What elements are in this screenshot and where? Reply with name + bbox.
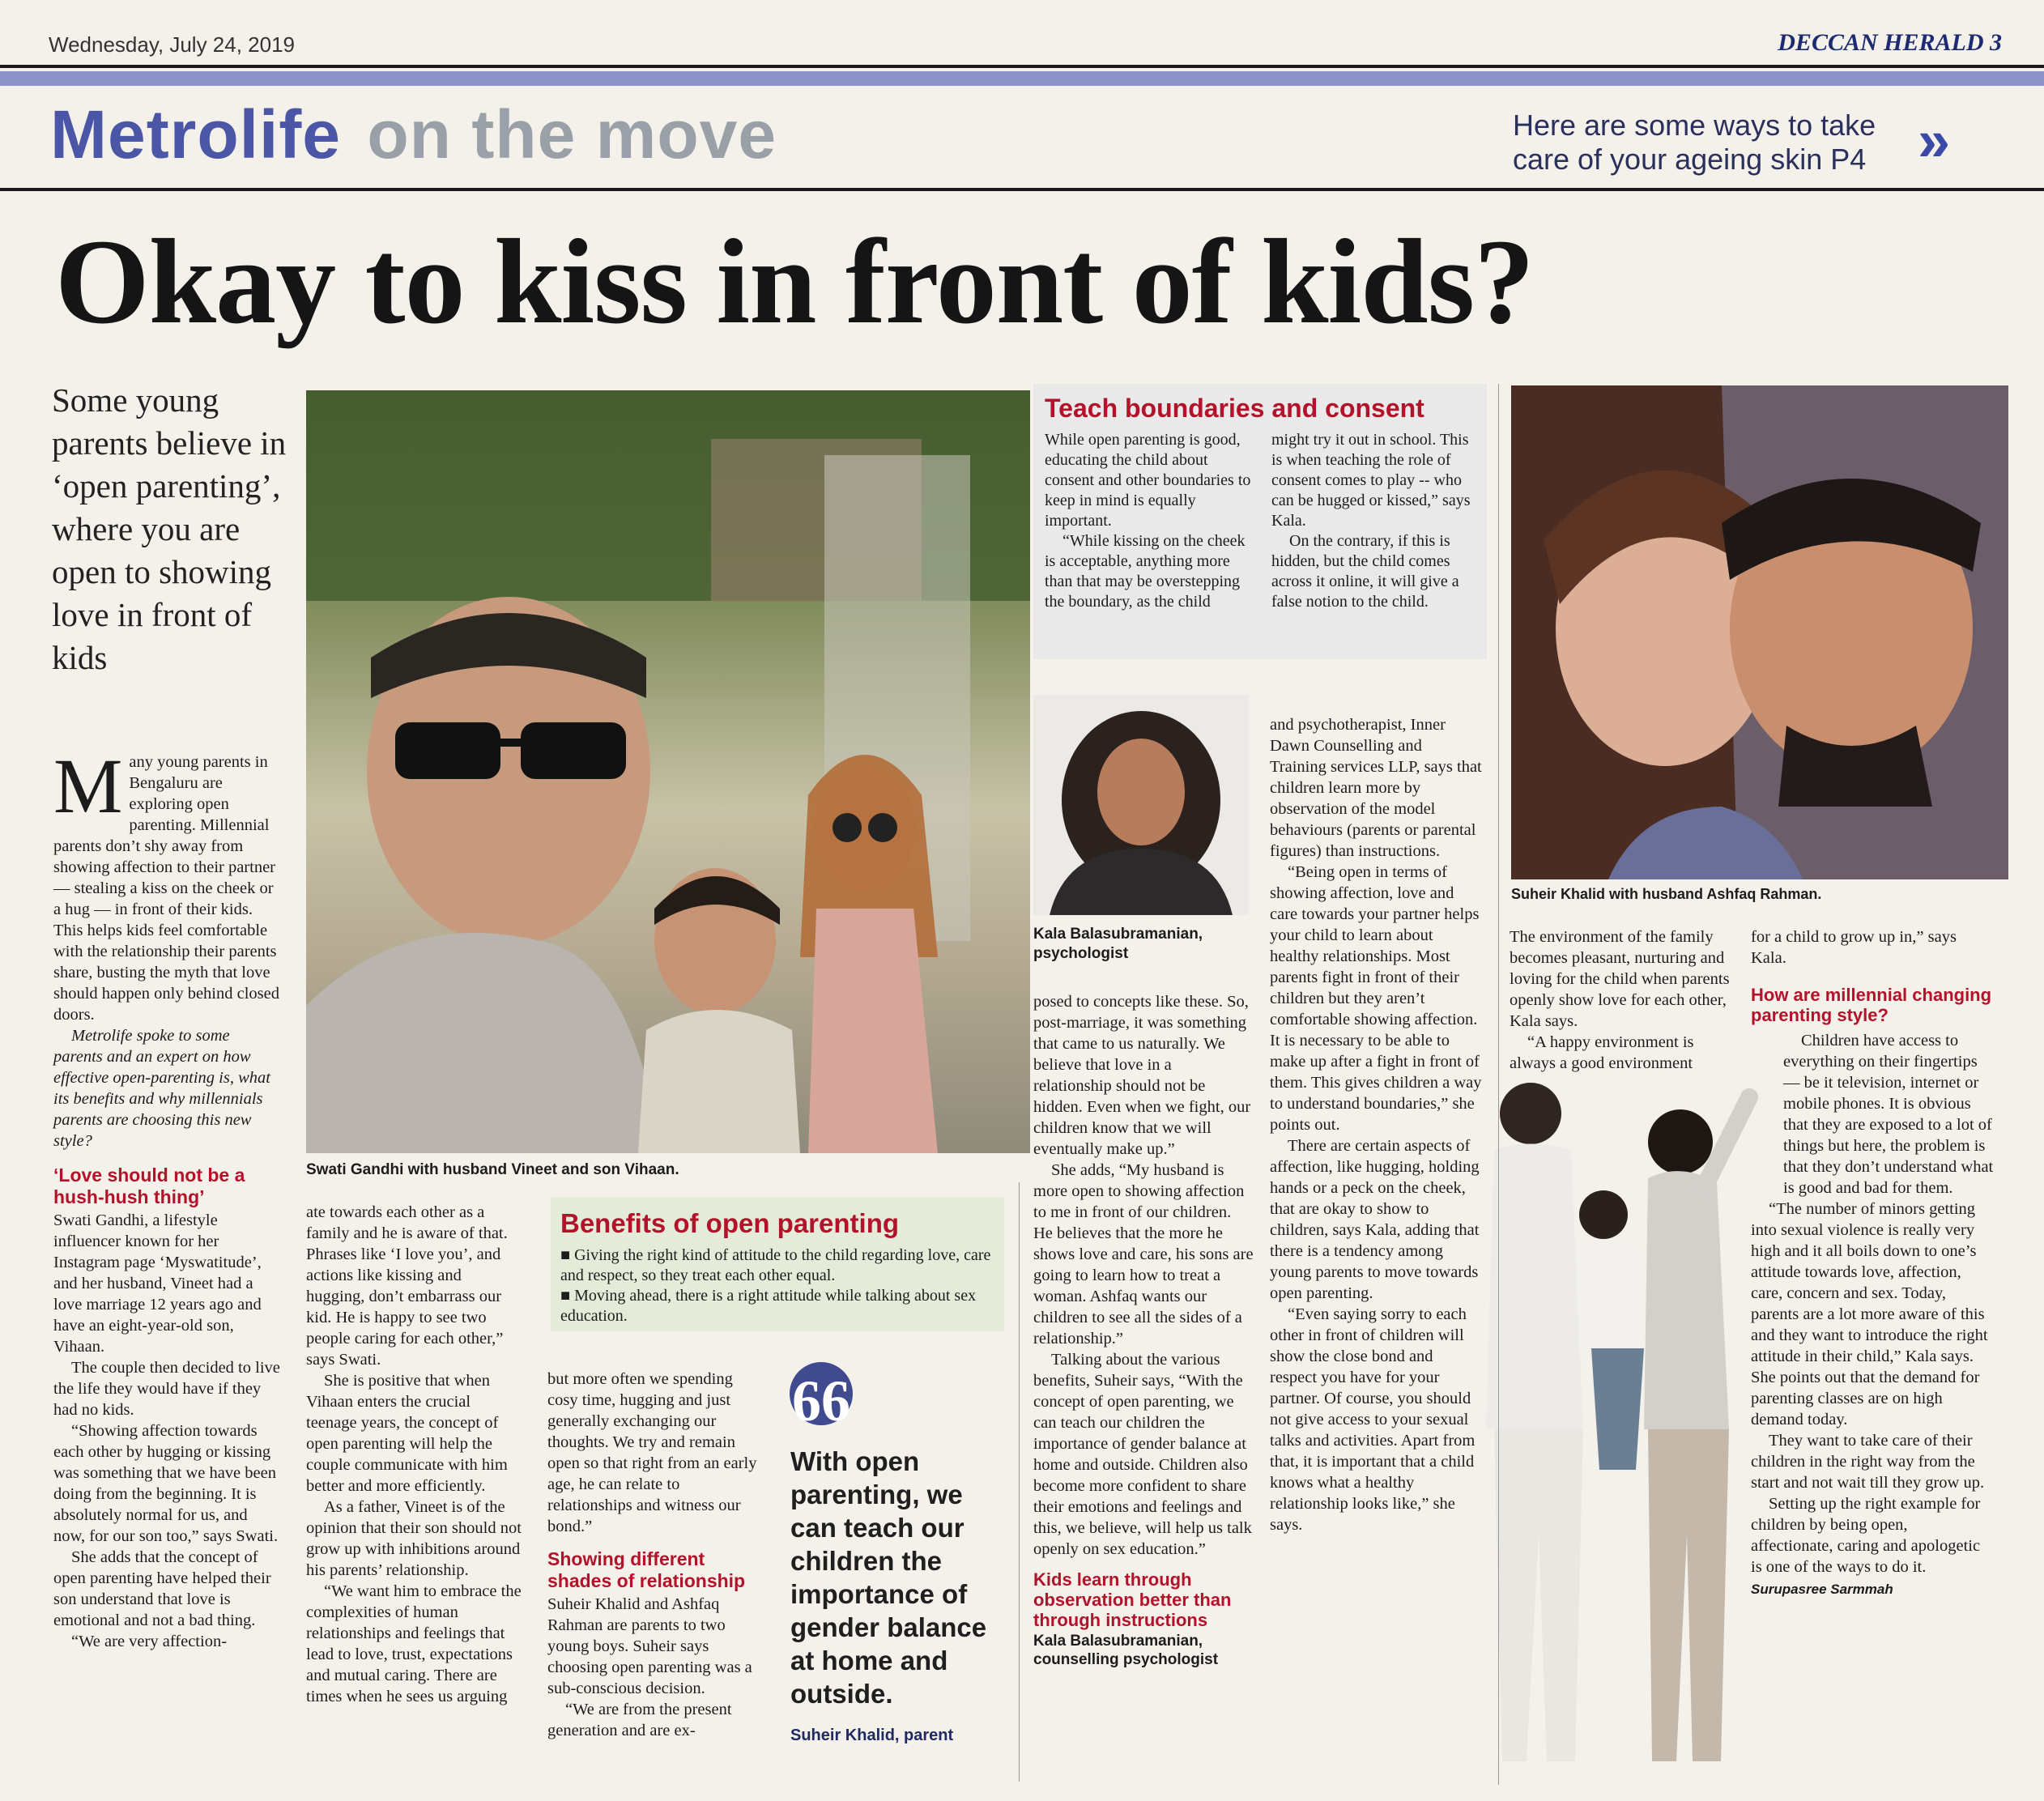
family-back-photo xyxy=(1470,1081,1761,1769)
couple-photo-art xyxy=(1511,385,2008,879)
benefit-item xyxy=(560,1286,994,1326)
benefits-title: Benefits of open parenting xyxy=(560,1208,900,1238)
benefit-text: Giving the right kind of attitude to the child regarding love, care and respect, so they treat each other equal. xyxy=(560,1246,991,1284)
col4-para: posed to concepts like these. So, post-marriage, it was something that came to us naturally. We believe that love in a relationship should not be hidden. Even when we fight, our children know that we will eventually make up.” xyxy=(1033,993,1251,1158)
teaser-text[interactable]: Here are some ways to take care of your ageing skin P4 xyxy=(1513,109,1876,176)
pull-quote-attribution: Suheir Khalid, parent xyxy=(790,1726,954,1744)
column-1 xyxy=(53,743,280,1652)
benefit-text: Moving ahead, there is a right attitude while talking about sex education. xyxy=(560,1287,977,1325)
column-6 xyxy=(1510,926,1736,1074)
col5-para: “Being open in terms of showing affection, love and care towards your partner helps your child to learn about healthy relationships. Most parents fight in front of their children but they aren’t comfortable showing affection. It is necessary to be able to make up after a fight in front of them. This gives children a way to understand boundaries,” she points out. xyxy=(1270,863,1482,1134)
subhead-shades: Showing different shades of relationship xyxy=(547,1548,746,1591)
col5-para: There are certain aspects of affection, like hugging, holding hands or a peck on the cheek, that are okay to show to children, says Kala, adding that there is a tendency among young parents to move towards open parenting. xyxy=(1270,1137,1480,1302)
consent-title: Teach boundaries and consent xyxy=(1045,394,1424,423)
col7-para: Setting up the right example for children by being open, affectionate, caring and apologetic is one of the ways to do it. xyxy=(1751,1495,1981,1576)
col5-para: “Even saying sorry to each other in front of children will show the close bond and respect you have for your partner. Of course, you should not give access to your sexual talks and activities. Apart from that, it is important that a child knows what a healthy relationship looks like,” she says. xyxy=(1270,1305,1476,1534)
page-number: 3 xyxy=(1990,29,2002,56)
banner-rule xyxy=(0,188,2044,191)
col1-para: Swati Gandhi, a lifestyle influencer known for her Instagram page ‘Myswatitude’, and her husband, Vineet had a love marriage 12 years ago and have an eight-year-old son, Vihaan. xyxy=(53,1211,262,1356)
benefit-item xyxy=(560,1245,994,1286)
standfirst: Some young parents believe in ‘open parenting’, where you are open to showing love in front of kids xyxy=(52,381,287,676)
col1-para: The couple then decided to live the life they would have if they had no kids. xyxy=(53,1359,280,1419)
header-rule xyxy=(0,65,2044,68)
kala-portrait-art xyxy=(1033,695,1249,915)
col6-para: The environment of the family becomes pleasant, nurturing and loving for the child when parents openly show love for each other, Kala says. xyxy=(1510,928,1730,1030)
col1-para: “Showing affection towards each other by hugging or kissing was something that we have been doing from the beginning. It is absolutely normal for us, and now, for our son too,” says Swati. xyxy=(53,1422,279,1545)
consent-para: “While kissing on the cheek is acceptable, anything more than that may be overstepping the boundary, as the child xyxy=(1045,532,1246,611)
col7-para: Children have access to everything on their fingertips — be it television, internet or mobile phones. It is obvious that they are exposed to a lot of things but here, the problem is that they don’t understand what is good and bad for them. xyxy=(1783,1032,1994,1197)
quote-mark-icon: 66 xyxy=(790,1362,853,1425)
col2-para: As a father, Vineet is of the opinion that their son should not grow up with inhibitions around his parents’ relationship. xyxy=(306,1498,522,1579)
column-3 xyxy=(547,1369,763,1741)
col4-tail: Kala Balasubramanian, counselling psychologist xyxy=(1033,1633,1219,1668)
bullet-icon: ■ xyxy=(560,1246,575,1264)
pull-quote-text: With open parenting, we can teach our children the importance of gender balance at home and outside. xyxy=(790,1446,987,1709)
paper-name: DECCAN HERALD xyxy=(1778,29,1984,56)
family-photo xyxy=(306,390,1030,1153)
consent-box xyxy=(1033,384,1487,659)
column-divider xyxy=(1019,1182,1020,1782)
headline: Okay to kiss in front of kids? xyxy=(55,215,1535,349)
consent-para: On the contrary, if this is hidden, but the child comes across it online, it will give a false notion to the child. xyxy=(1271,532,1459,611)
col7-para: for a child to grow up in,” says Kala. xyxy=(1751,928,1957,967)
subhead-love: ‘Love should not be a hush-hush thing’ xyxy=(53,1164,245,1207)
subhead-kids-learn: Kids learn through observation better than through instructions xyxy=(1033,1569,1232,1630)
column-2 xyxy=(306,1202,522,1707)
intro-text: any young parents in Bengaluru are exploring open parenting. Millennial parents don’t shy away from showing affection to their partner — stealing a kiss on the cheek or a hug — in front of their kids. This helps kids feel comfortable with the relationship their parents share, busting the myth that love should happen only behind closed doors. xyxy=(53,753,279,1024)
col7-para: “The number of minors getting into sexual violence is really very high and it all boils down to one’s attitude towards love, affection, care, concern and sex. Today, parents are a lot more aware of this and they want to introduce the right attitude in their child,” Kala says. She points out that the demand for parenting classes are on high demand today. xyxy=(1751,1200,1988,1428)
col1-para: “We are very affection- xyxy=(71,1633,228,1650)
col5-para: and psychotherapist, Inner Dawn Counselling and Training services LLP, says that children learn more by observation of the model behaviours (parents or parental figures) than instructions. xyxy=(1270,716,1482,860)
column-7 xyxy=(1751,926,1994,1600)
column-5 xyxy=(1270,714,1482,1535)
family-back-art xyxy=(1470,1081,1761,1769)
col3-para: “We are from the present generation and are ex- xyxy=(547,1701,732,1739)
family-photo-caption: Swati Gandhi with husband Vineet and son Vihaan. xyxy=(306,1161,679,1178)
double-chevron-right-icon[interactable]: » xyxy=(1918,109,1951,173)
section-banner xyxy=(50,96,777,174)
kala-caption: Kala Balasubramanian, psychologist xyxy=(1033,926,1203,962)
col3-para: Suheir Khalid and Ashfaq Rahman are parents to two young boys. Suheir says choosing open parenting was a sub-conscious decision. xyxy=(547,1595,752,1697)
col4-para: She adds, “My husband is more open to showing affection to me in front of our children. He believes that the more he shows love and care, his sons are going to learn how to treat a woman. Ashfaq wants our children to see all the sides of a relationship.” xyxy=(1033,1161,1254,1348)
kala-photo xyxy=(1033,695,1249,915)
dropcap: M xyxy=(53,743,123,829)
couple-photo xyxy=(1511,385,2008,879)
date-line: Wednesday, July 24, 2019 xyxy=(49,32,296,57)
column-divider xyxy=(1498,384,1499,1785)
col2-para: ate towards each other as a family and he is aware of that. Phrases like ‘I love you’, and actions like kissing and hugging, don’t embarrass our kid. He is happy to see two people caring for each other,” says Swati. xyxy=(306,1203,508,1369)
subhead-millennial: How are millennial changing parenting style? xyxy=(1751,985,1992,1025)
intro-text-2: Metrolife spoke to some parents and an expert on how effective open-parenting is, what its benefits and why millennials parents are choosing this new style? xyxy=(53,1027,270,1150)
byline: Surupasree Sarmmah xyxy=(1751,1582,1893,1597)
col3-para: but more often we spending cosy time, hugging and just generally exchanging our thoughts. We try and remain open so that right from an early age, he can relate to relationships and witness our bond.” xyxy=(547,1370,757,1535)
header-band xyxy=(0,71,2044,86)
family-photo-art xyxy=(306,390,1030,1153)
consent-para: might try it out in school. This is when teaching the role of consent comes to play -- who can be hugged or kissed,” says Kala. xyxy=(1271,431,1471,530)
section-sub: on the move xyxy=(367,96,777,172)
couple-photo-caption: Suheir Khalid with husband Ashfaq Rahman. xyxy=(1511,886,1822,902)
consent-para: While open parenting is good, educating the child about consent and other boundaries to keep in mind is equally important. xyxy=(1045,431,1251,530)
bullet-icon: ■ xyxy=(560,1287,575,1305)
col2-para: “We want him to embrace the complexities of human relationships and feelings that lead to love, trust, expectations and mutual caring. There are times when he sees us arguing xyxy=(306,1582,522,1705)
col6-para: “A happy environment is always a good environment xyxy=(1510,1033,1694,1072)
benefits-box xyxy=(551,1197,1004,1331)
col1-para: She adds that the concept of open parenting have helped their son understand that love is emotional and not a bad thing. xyxy=(53,1548,271,1629)
col4-para: Talking about the various benefits, Suheir says, “With the concept of open parenting, we can teach our children the importance of gender balance at home and outside. Children also become more confident to share their emotions and feelings and this, we believe, will help us talk openly on sex education.” xyxy=(1033,1351,1252,1558)
masthead xyxy=(1778,29,2002,57)
col7-para: They want to take care of their children in the right way from the start and not wait till they grow up. xyxy=(1751,1432,1985,1492)
col2-para: She is positive that when Vihaan enters the crucial teenage years, the concept of open parenting will help the couple communicate with him better and more efficiently. xyxy=(306,1372,508,1495)
section-brand: Metrolife xyxy=(50,96,342,172)
column-4 xyxy=(1033,991,1254,1669)
